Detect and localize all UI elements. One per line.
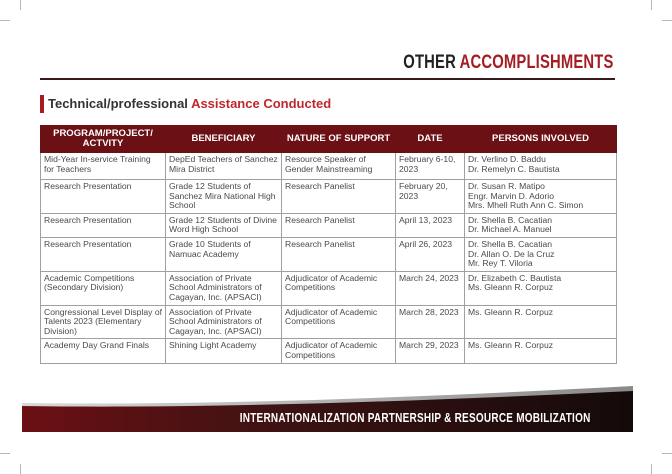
person-name: Dr. Allan O. De la Cruz xyxy=(468,248,555,259)
table-row xyxy=(41,339,617,363)
cell-date: March 29, 2023 xyxy=(396,339,465,363)
person-name: Dr. Elizabeth C. Bautista xyxy=(468,272,562,283)
crop-mark xyxy=(662,20,672,21)
crop-mark xyxy=(651,464,652,474)
column-header-program: PROGRAM/PROJECT/ ACTVITY xyxy=(41,126,166,153)
page-title xyxy=(404,52,614,74)
cell-program: Research Presentation xyxy=(41,180,166,214)
cell-beneficiary: Shining Light Academy xyxy=(166,339,282,363)
person-name: Dr. Michael A. Manuel xyxy=(468,224,552,235)
person-name: Mr. Rey T. Viloria xyxy=(468,258,533,269)
cell-date: February 20, 2023 xyxy=(396,180,465,214)
table-row xyxy=(41,271,617,305)
cell-beneficiary: Grade 10 Students of Namuac Academy xyxy=(166,237,282,271)
person-name: Ms. Gleann R. Corpuz xyxy=(468,282,554,293)
person-name: Ms. Gleann R. Corpuz xyxy=(468,340,554,351)
table-row xyxy=(41,153,617,180)
person-name: Dr. Shella B. Cacatian xyxy=(468,238,553,249)
column-header-persons: PERSONS INVOLVED xyxy=(465,126,617,153)
cell-nature: Adjudicator of Academic Competitions xyxy=(282,339,396,363)
cell-persons xyxy=(465,305,617,339)
table-row xyxy=(41,305,617,339)
cell-persons xyxy=(465,339,617,363)
cell-program: Academy Day Grand Finals xyxy=(41,339,166,363)
person-name: Dr. Shella B. Cacatian xyxy=(468,214,553,225)
cell-persons xyxy=(465,153,617,180)
person-name: Mrs. Mhell Ruth Ann C. Simon xyxy=(468,200,584,211)
cell-nature: Research Panelist xyxy=(282,180,396,214)
cell-persons xyxy=(465,271,617,305)
footer-banner-swoosh xyxy=(22,386,633,432)
person-name: Engr. Marvin D. Adorio xyxy=(468,190,554,201)
column-header-date: DATE xyxy=(396,126,465,153)
crop-mark xyxy=(0,453,10,454)
section-heading-part1: Technical/professional xyxy=(48,96,188,111)
person-name: Dr. Remelyn C. Bautista xyxy=(468,163,560,174)
cell-date: March 28, 2023 xyxy=(396,305,465,339)
cell-nature: Adjudicator of Academic Competitions xyxy=(282,305,396,339)
cell-program: Congressional Level Display of Talents 2023 (Elementary Division) xyxy=(41,305,166,339)
accomplishments-table xyxy=(40,125,617,364)
cell-program: Research Presentation xyxy=(41,213,166,237)
crop-mark xyxy=(0,20,10,21)
title-underline xyxy=(40,78,615,80)
cell-beneficiary: Grade 12 Students of Sanchez Mira National High School xyxy=(166,180,282,214)
cell-date: March 24, 2023 xyxy=(396,271,465,305)
page-title-part2: ACCOMPLISHMENTS xyxy=(460,52,614,73)
cell-nature: Resource Speaker of Gender Mainstreaming xyxy=(282,153,396,180)
cell-program: Academic Competitions (Secondary Division) xyxy=(41,271,166,305)
column-header-nature: NATURE OF SUPPORT xyxy=(282,126,396,153)
cell-date: April 13, 2023 xyxy=(396,213,465,237)
person-name: Dr. Susan R. Matipo xyxy=(468,181,545,191)
cell-nature: Research Panelist xyxy=(282,213,396,237)
table-row xyxy=(41,180,617,214)
cell-nature: Research Panelist xyxy=(282,237,396,271)
cell-date: April 26, 2023 xyxy=(396,237,465,271)
crop-mark xyxy=(20,0,21,10)
table-row xyxy=(41,213,617,237)
cell-date: February 6-10, 2023 xyxy=(396,153,465,180)
column-header-beneficiary: BENEFICIARY xyxy=(166,126,282,153)
footer-banner xyxy=(22,386,633,432)
crop-mark xyxy=(20,464,21,474)
cell-persons xyxy=(465,213,617,237)
cell-beneficiary: Association of Private School Administrators of Cagayan, Inc. (APSACI) xyxy=(166,271,282,305)
table-header-row xyxy=(41,126,617,153)
crop-mark xyxy=(651,0,652,10)
table-row xyxy=(41,237,617,271)
footer-banner-text: INTERNATIONALIZATION PARTNERSHIP & RESOURCE MOBILIZATION xyxy=(240,411,591,425)
cell-nature: Adjudicator of Academic Competitions xyxy=(282,271,396,305)
crop-mark xyxy=(662,453,672,454)
cell-beneficiary: Grade 12 Students of Divine Word High School xyxy=(166,213,282,237)
page-title-part1: OTHER xyxy=(403,52,457,73)
section-heading-part2: Assistance Conducted xyxy=(191,96,332,111)
cell-persons xyxy=(465,180,617,214)
cell-persons xyxy=(465,237,617,271)
cell-beneficiary: DepEd Teachers of Sanchez Mira District xyxy=(166,153,282,180)
cell-program: Mid-Year In-service Training for Teachers xyxy=(41,153,166,180)
person-name: Dr. Verlino D. Baddu xyxy=(468,154,546,164)
person-name: Ms. Gleann R. Corpuz xyxy=(468,306,554,317)
cell-beneficiary: Association of Private School Administrators of Cagayan, Inc. (APSACI) xyxy=(166,305,282,339)
section-heading xyxy=(40,95,331,113)
cell-program: Research Presentation xyxy=(41,237,166,271)
